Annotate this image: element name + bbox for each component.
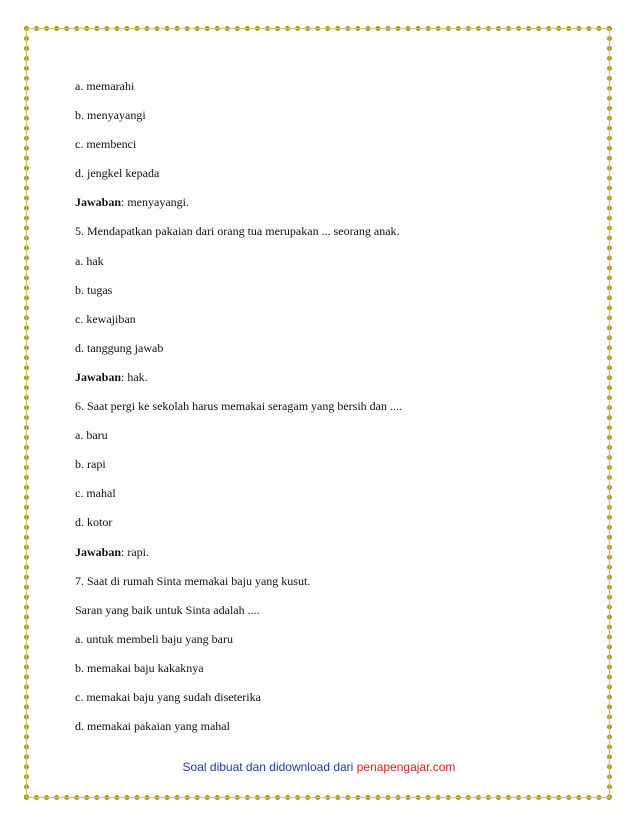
answer-text: : hak. (121, 369, 148, 384)
answer-text: : menyayangi. (121, 195, 189, 210)
document-line (75, 334, 575, 363)
line-text: a. hak (75, 253, 104, 268)
answer-line (75, 538, 575, 567)
footer (0, 760, 638, 774)
document-line (75, 276, 575, 305)
document-line (75, 247, 575, 276)
document-line (75, 130, 575, 159)
line-text: d. kotor (75, 515, 113, 530)
document-line (75, 159, 575, 188)
line-text: b. memakai baju kakaknya (75, 660, 204, 675)
answer-line (75, 363, 575, 392)
line-text: 6. Saat pergi ke sekolah harus memakai seragam yang bersih dan .... (75, 399, 403, 414)
answer-line (75, 188, 575, 217)
line-text: Saran yang baik untuk Sinta adalah .... (75, 602, 260, 617)
line-text: 7. Saat di rumah Sinta memakai baju yang kusut. (75, 573, 311, 588)
line-text: b. tugas (75, 282, 113, 297)
line-text: d. tanggung jawab (75, 340, 164, 355)
document-line (75, 72, 575, 101)
line-text: b. menyayangi (75, 108, 146, 123)
line-text: c. mahal (75, 486, 116, 501)
line-text: a. untuk membeli baju yang baru (75, 631, 233, 646)
document-line (75, 450, 575, 479)
document-line (75, 101, 575, 130)
line-text: d. jengkel kepada (75, 166, 160, 181)
footer-link[interactable]: penapengajar.com (356, 760, 456, 774)
footer-text: Soal dibuat dan didownload dari (182, 760, 354, 774)
line-text: c. membenci (75, 137, 137, 152)
line-text: d. memakai pakaian yang mahal (75, 719, 230, 734)
line-text: c. memakai baju yang sudah diseterika (75, 689, 261, 704)
document-line (75, 596, 575, 625)
document-line (75, 305, 575, 334)
document-line (75, 217, 575, 246)
document-line (75, 421, 575, 450)
line-text: a. baru (75, 428, 108, 443)
document-line (75, 567, 575, 596)
document-body (75, 72, 575, 741)
line-text: a. memarahi (75, 79, 135, 93)
answer-label: Jawaban (75, 195, 122, 210)
document-line (75, 508, 575, 537)
document-line (75, 683, 575, 712)
document-line (75, 654, 575, 683)
document-line (75, 625, 575, 654)
line-text: c. kewajiban (75, 311, 136, 326)
line-text: b. rapi (75, 457, 106, 472)
answer-label: Jawaban (75, 369, 122, 384)
answer-label: Jawaban (75, 544, 122, 559)
document-line (75, 479, 575, 508)
answer-text: : rapi. (121, 544, 150, 559)
document-line (75, 712, 575, 741)
document-line (75, 392, 575, 421)
line-text: 5. Mendapatkan pakaian dari orang tua merupakan ... seorang anak. (75, 224, 400, 239)
